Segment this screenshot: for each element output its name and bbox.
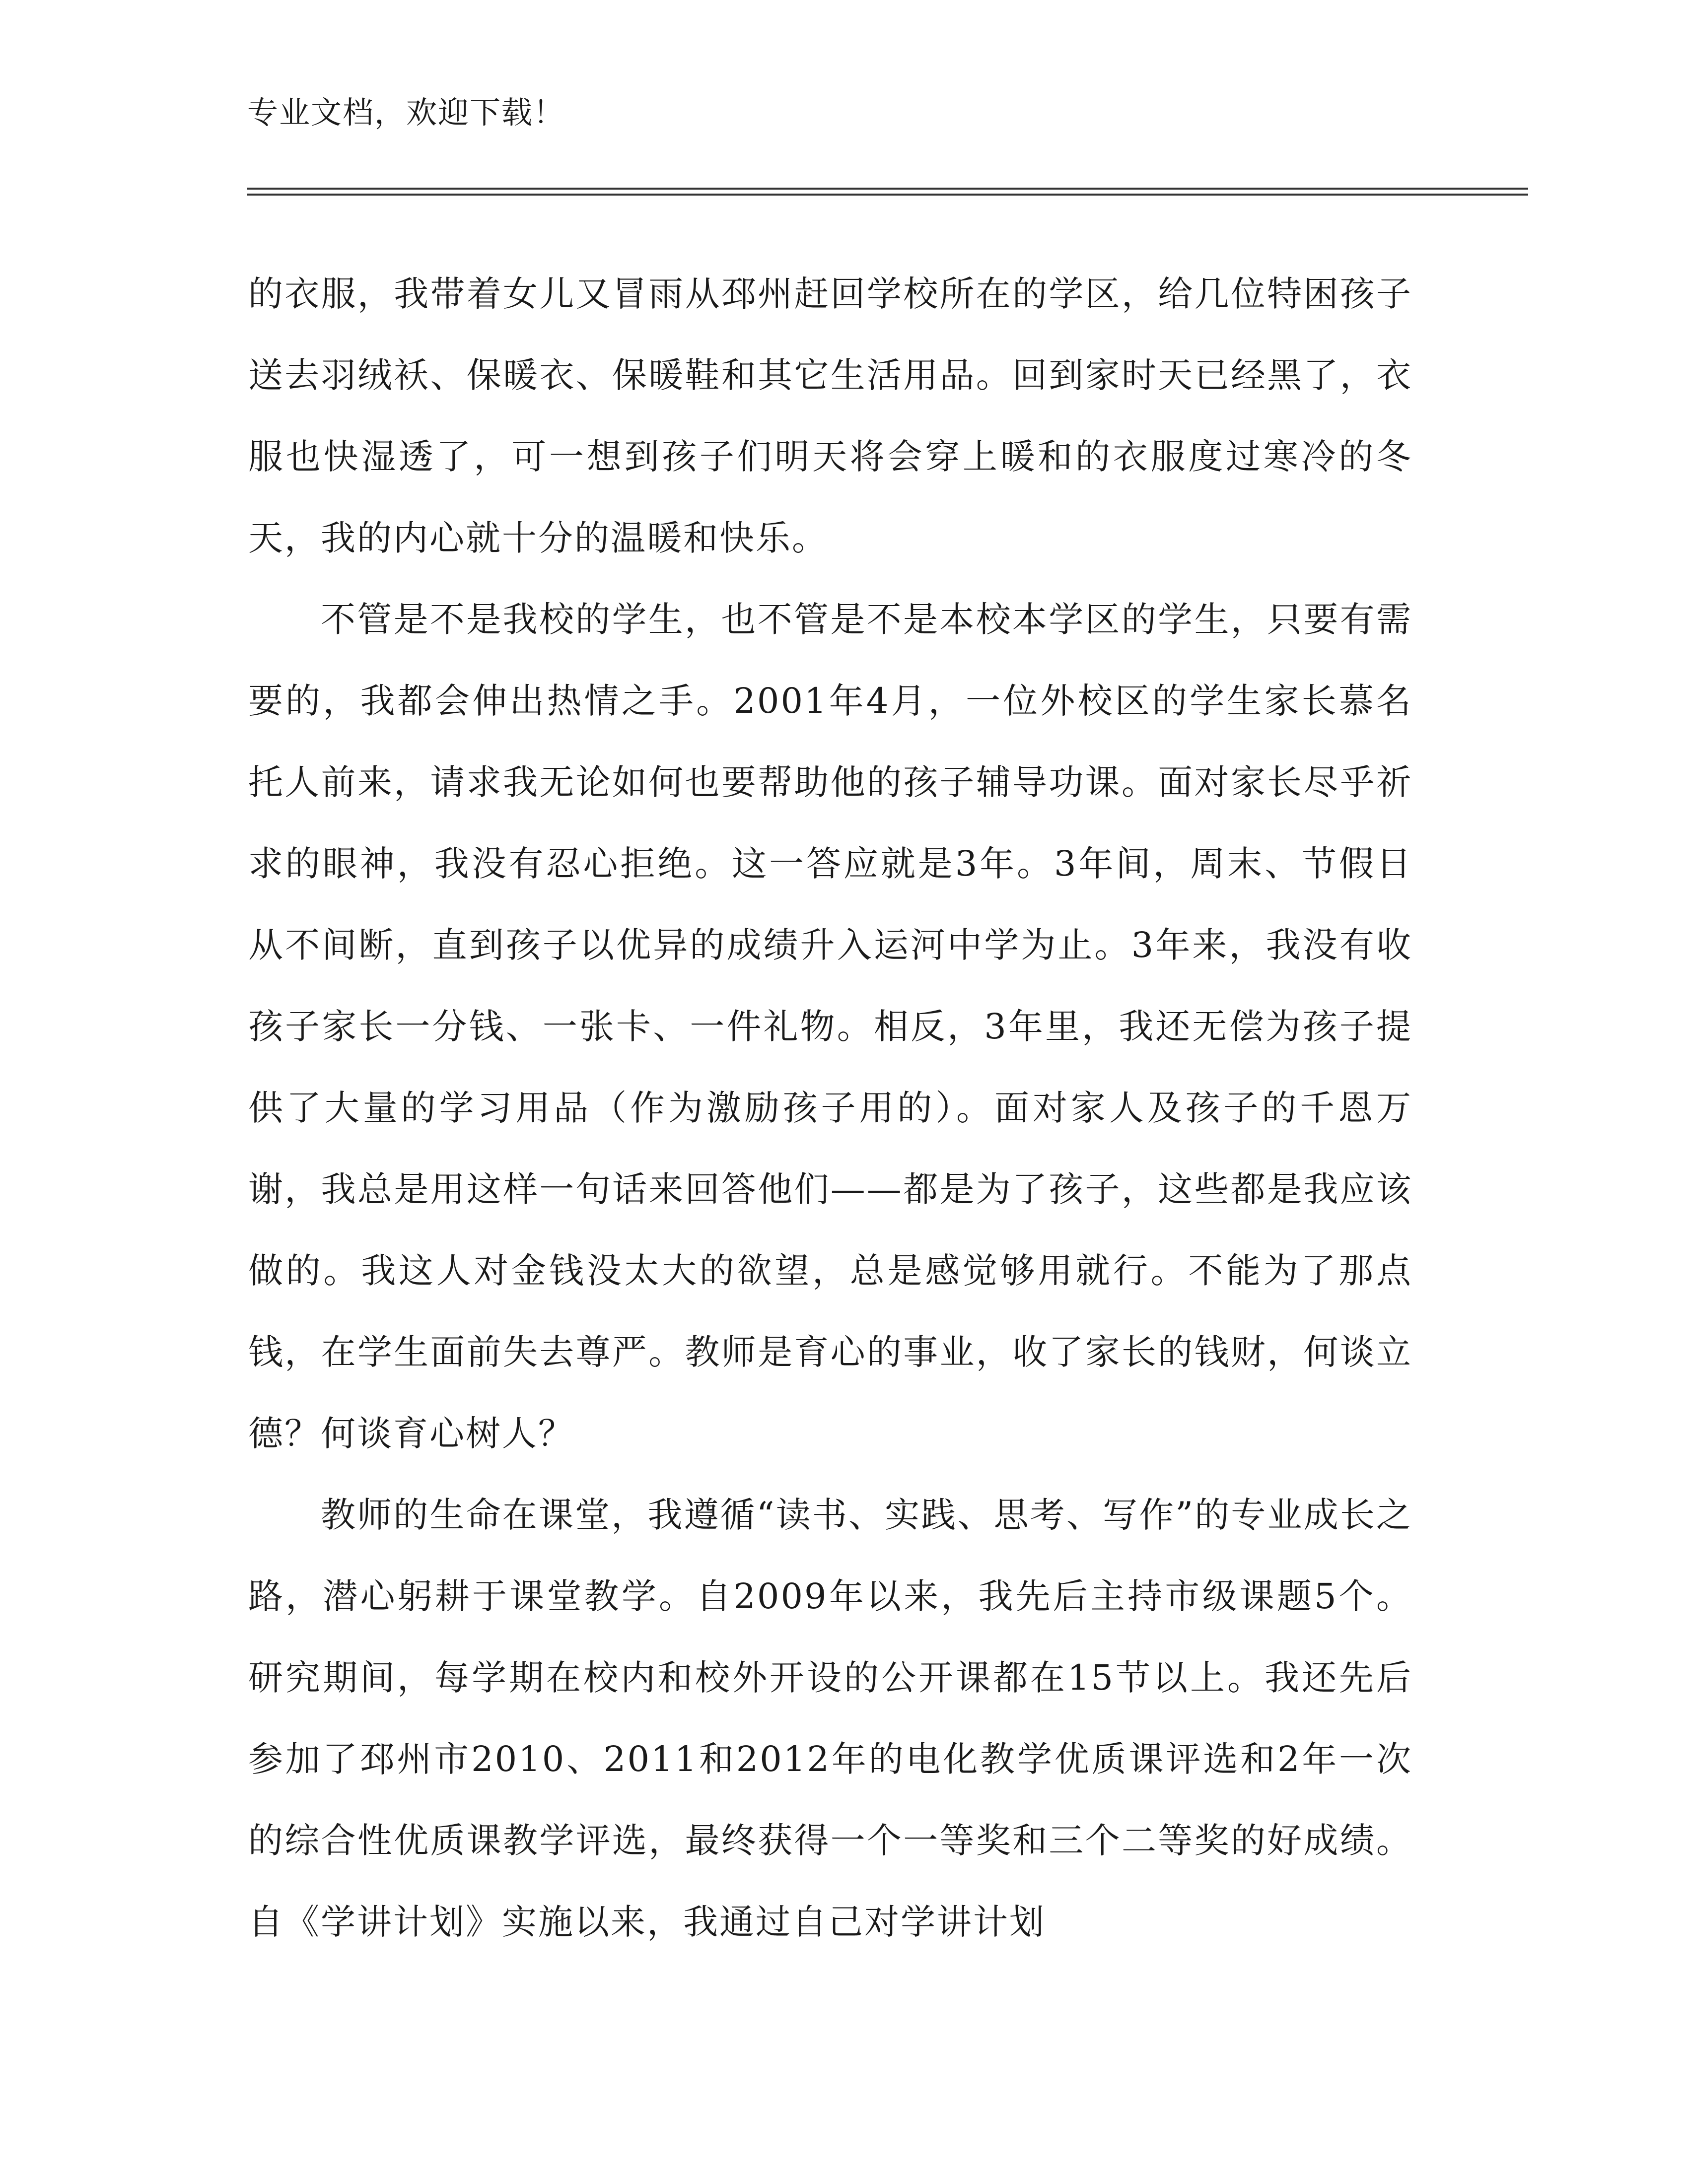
paragraph-2: 不管是不是我校的学生，也不管是不是本校本学区的学生，只要有需要的，我都会伸出热情之手。2001年4月，一位外校区的学生家长慕名托人前来，请求我无论如何也要帮助他的孩子辅导功课。面对家长尽乎祈求的眼神，我没有忍心拒绝。这一答应就是3年。3年间，周末、节假日从不间断，直到孩子以优异的成绩升入运河中学为止。3年来，我没有收孩子家长一分钱、一张卡、一件礼物。相反，3年里，我还无偿为孩子提供了大量的学习用品（作为激励孩子用的）。面对家人及孩子的千恩万谢，我总是用这样一句话来回答他们——都是为了孩子，这些都是我应该做的。我这人对金钱没太大的欲望，总是感觉够用就行。不能为了那点钱，在学生面前失去尊严。教师是育心的事业，收了家长的钱财，何谈立德？何谈育心树人？: [248, 599, 1412, 1454]
paragraph-1: 的衣服，我带着女儿又冒雨从邳州赶回学校所在的学区，给几位特困孩子送去羽绒袄、保暖衣、保暖鞋和其它生活用品。回到家时天已经黑了，衣服也快湿透了，可一想到孩子们明天将会穿上暖和的衣服度过寒冷的冬天，我的内心就十分的温暖和快乐。: [248, 273, 1412, 558]
header-divider-line-bottom: [247, 194, 1528, 196]
paragraph-3: 教师的生命在课堂，我遵循“读书、实践、思考、写作”的专业成长之路，潜心躬耕于课堂教学。自2009年以来，我先后主持市级课题5个。研究期间，每学期在校内和校外开设的公开课都在15节以上。我还先后参加了邳州市2010、2011和2012年的电化教学优质课评选和2年一次的综合性优质课教学评选，最终获得一个一等奖和三个二等奖的好成绩。自《学讲计划》实施以来，我通过自己对学讲计划: [248, 1495, 1412, 1942]
header-divider-line-top: [247, 188, 1528, 190]
document-body: [248, 253, 1412, 1963]
header-divider: [247, 188, 1528, 197]
page-header: 专业文档，欢迎下载！: [247, 94, 565, 131]
